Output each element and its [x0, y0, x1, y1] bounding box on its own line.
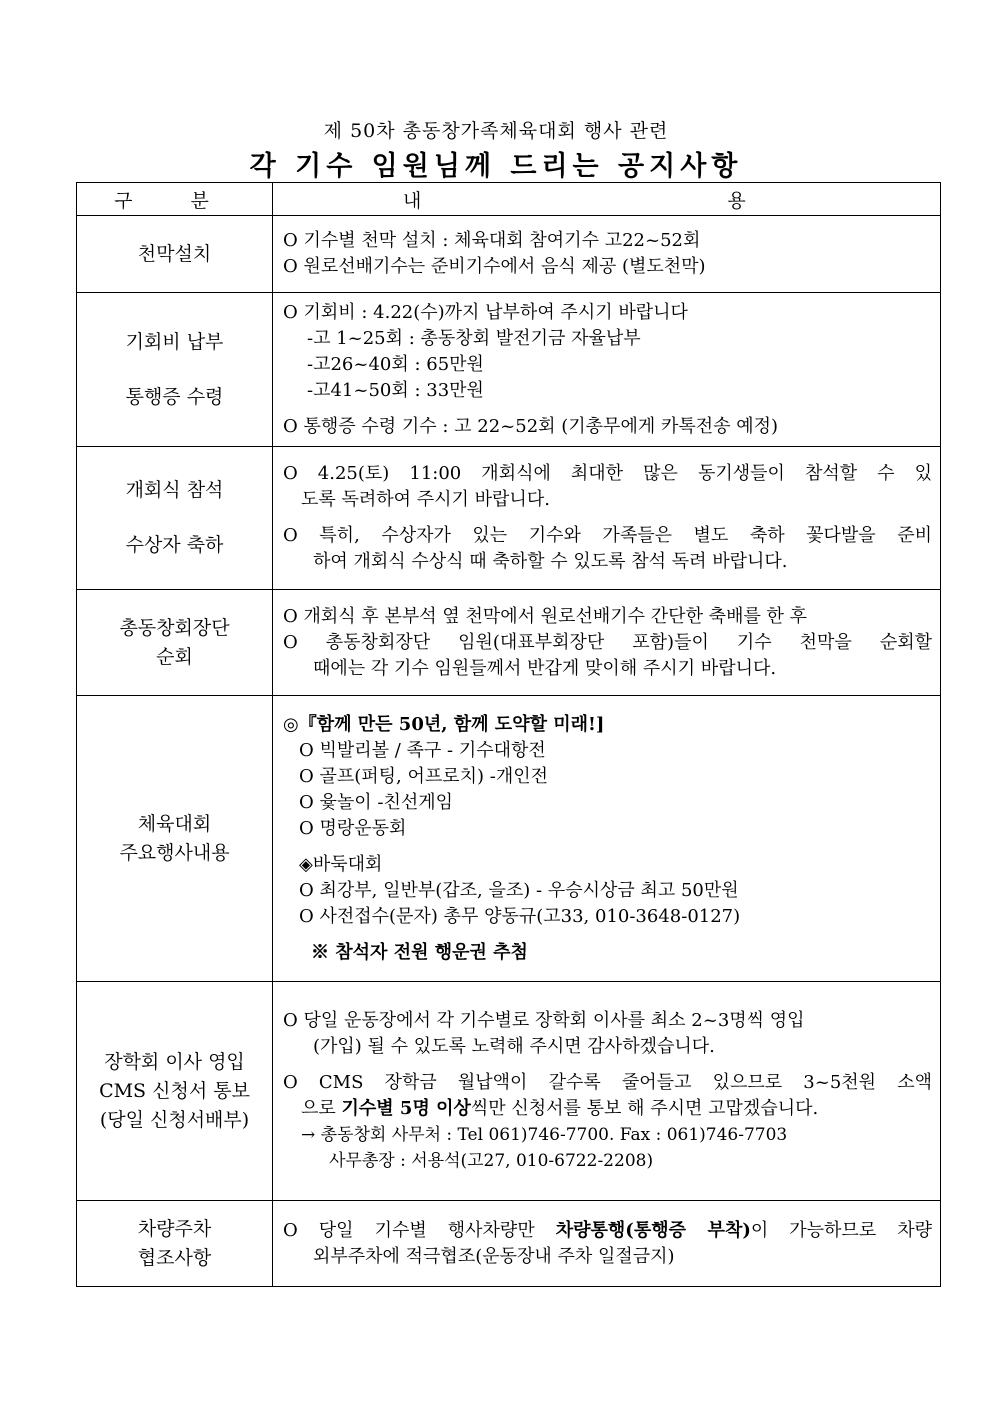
text-segment: 이 가능하므로 차량	[750, 1219, 933, 1241]
content-line: O 특히, 수상자가 있는 기수와 가족들은 별도 축하 꽃다발을 준비	[283, 525, 932, 546]
content-line: O 윷놀이 -친선게임	[299, 791, 453, 813]
row-content	[273, 293, 941, 447]
row-content	[273, 982, 941, 1201]
highlight-text: 기수별 5명 이상	[341, 1098, 471, 1119]
content-line: -고 1~25회 : 총동창회 발전기금 자율납부	[307, 327, 641, 349]
contact-secretary: 사무총장 : 서용석(고27, 010-6722-2208)	[329, 1151, 654, 1171]
row-category	[77, 293, 273, 447]
table-row	[77, 590, 941, 696]
content-line	[283, 1218, 932, 1244]
table-row	[77, 696, 941, 982]
content-line: -고41~50회 : 33만원	[307, 379, 484, 401]
table-row	[77, 1201, 941, 1287]
table-row	[77, 447, 941, 590]
content-line: O 사전접수(문자) 총무 양동규(고33, 010-3648-0127)	[299, 905, 741, 927]
content-line: (가입) 될 수 있도록 노력해 주시면 감사하겠습니다.	[313, 1036, 715, 1057]
table-row	[77, 216, 941, 293]
content-line: O CMS 장학금 월납액이 갈수록 줄어들고 있으므로 3~5천원 소액	[283, 1072, 932, 1093]
content-line: 외부주차에 적극협조(운동장내 주차 일절금지)	[313, 1245, 675, 1267]
notice-table	[76, 182, 941, 1287]
highlight-text: 차량통행(통행증 부착)	[555, 1219, 751, 1241]
row-category	[77, 696, 273, 982]
category-label: 수상자 축하	[125, 534, 224, 556]
content-line: 도록 독려하여 주시기 바랍니다.	[301, 489, 550, 510]
column-header-content: 내 용	[273, 183, 941, 216]
category-label: 협조사항	[137, 1246, 212, 1269]
table-row	[77, 293, 941, 447]
content-line: O 명랑운동회	[299, 817, 407, 839]
document-subtitle: 제 50차 총동창가족체육대회 행사 관련	[323, 120, 669, 142]
table-row	[77, 982, 941, 1201]
row-content	[273, 590, 941, 696]
category-label: 천막설치	[137, 242, 212, 265]
content-line: O 빅발리볼 / 족구 - 기수대항전	[299, 739, 546, 761]
content-line: O 4.25(토) 11:00 개회식에 최대한 많은 동기생들이 참석할 수 있	[283, 463, 932, 484]
category-label: CMS 신청서 통보	[99, 1079, 250, 1102]
content-line: -고26~40회 : 65만원	[307, 353, 484, 375]
category-label: 기회비 납부	[125, 330, 224, 353]
column-header-category: 구 분	[77, 183, 273, 216]
document-title: 각 기수 임원님께 드리는 공지사항	[249, 151, 743, 182]
content-line: O 개회식 후 본부석 옆 천막에서 원로선배기수 간단한 축배를 한 후	[283, 605, 808, 627]
lucky-draw-note: ※ 참석자 전원 행운권 추첨	[311, 941, 528, 963]
category-label: 차량주차	[137, 1217, 212, 1240]
content-line: O 당일 운동장에서 각 기수별로 장학회 이사를 최소 2~3명씩 영입	[283, 1010, 805, 1031]
text-segment: O 당일 기수별 행사차량만	[283, 1219, 556, 1241]
row-content	[273, 696, 941, 982]
row-category	[77, 447, 273, 590]
category-label: 통행증 수령	[125, 385, 224, 408]
category-label: 주요행사내용	[119, 841, 230, 864]
content-line: O 총동창회장단 임원(대표부회장단 포함)들이 기수 천막을 순회할	[283, 631, 932, 653]
text-segment: 으로	[301, 1098, 342, 1119]
content-line	[283, 1096, 932, 1122]
contact-office: → 총동창회 사무처 : Tel 061)746-7700. Fax : 061)746-7703	[301, 1125, 788, 1145]
content-line: O 골프(퍼팅, 어프로치) -개인전	[299, 765, 549, 787]
content-line: O 최강부, 일반부(갑조, 을조) - 우승시상금 최고 50만원	[299, 879, 739, 901]
row-category	[77, 1201, 273, 1287]
baduk-heading: ◈바둑대회	[299, 853, 383, 875]
category-label: 개회식 참석	[125, 479, 224, 501]
category-label: 장학회 이사 영입	[104, 1050, 245, 1073]
row-content	[273, 447, 941, 590]
row-content	[273, 1201, 941, 1287]
category-label: (당일 신청서배부)	[99, 1108, 250, 1131]
content-line: O 원로선배기수는 준비기수에서 음식 제공 (별도천막)	[283, 256, 706, 277]
content-line: 하여 개회식 수상식 때 축하할 수 있도록 참석 독려 바랍니다.	[313, 551, 788, 572]
category-label: 총동창회장단	[119, 616, 230, 639]
category-label: 체육대회	[137, 812, 212, 835]
row-content	[273, 216, 941, 293]
category-label: 순회	[156, 645, 193, 668]
table-header-row	[77, 183, 941, 216]
row-category	[77, 982, 273, 1201]
content-line: O 통행증 수령 기수 : 고 22~52회 (기총무에게 카톡전송 예정)	[283, 415, 779, 437]
event-slogan: ◎『함께 만든 50년, 함께 도약할 미래!]	[283, 713, 605, 735]
row-category	[77, 590, 273, 696]
content-line: 때에는 각 기수 임원들께서 반갑게 맞이해 주시기 바랍니다.	[313, 657, 777, 679]
row-category	[77, 216, 273, 293]
content-line: O 기수별 천막 설치 : 체육대회 참여기수 고22~52회	[283, 230, 701, 251]
text-segment: 씩만 신청서를 통보 해 주시면 고맙겠습니다.	[470, 1098, 819, 1119]
content-line: O 기회비 : 4.22(수)까지 납부하여 주시기 바랍니다	[283, 301, 688, 323]
